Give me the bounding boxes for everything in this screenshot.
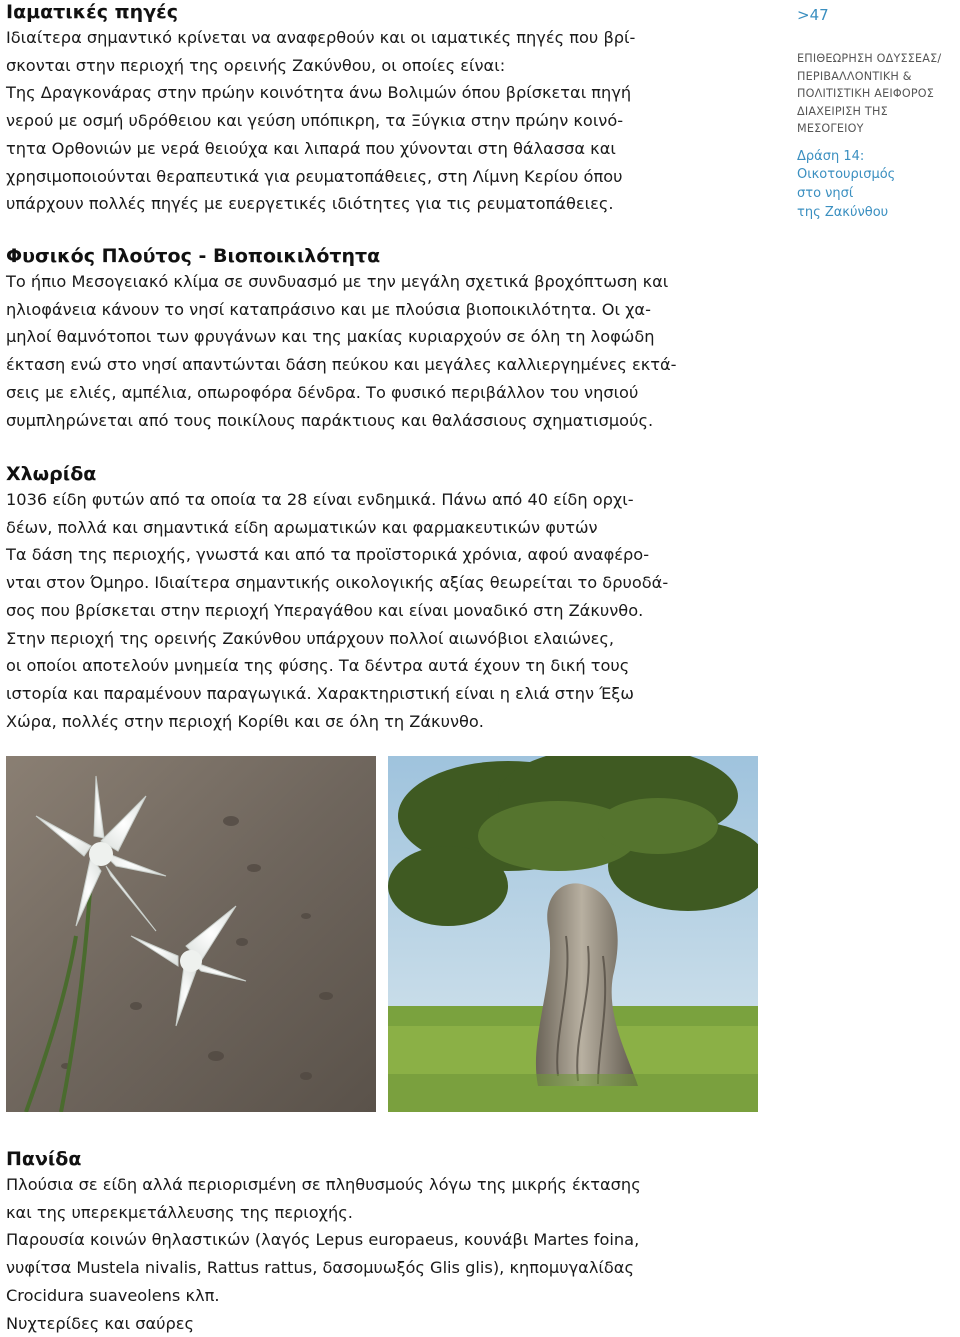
section-biodiversity: [6, 244, 764, 434]
action-line: της Ζακύνθου: [797, 204, 889, 220]
paragraph-line: μηλοί θαμνότοποι των φρυγάνων και της μακίας κυριαρχούν σε όλη τη λοφώδη: [6, 327, 655, 347]
paragraph-line: Το ήπιο Μεσογειακό κλίμα σε συνδυασμό με την μεγάλη σχετικά βροχόπτωση και: [6, 272, 669, 291]
paragraph-line: Παρουσία κοινών θηλαστικών (λαγός Lepus europaeus, κουνάβι Martes foina,: [6, 1230, 640, 1250]
paragraph-line: νερού με οσμή υδρόθειου και γεύση υπόπικρη, τα Ξύγκια στην πρώην κοινό-: [6, 111, 624, 131]
action-title: Δράση 14:: [797, 148, 865, 164]
paragraph-line: και της υπερεκμετάλλευσης της περιοχής.: [6, 1202, 353, 1222]
section-springs: [6, 0, 764, 218]
sidebar: [797, 6, 957, 223]
paragraph-line: δέων, πολλά και σημαντικά είδη αρωματικών και φαρμακευτικών φυτών: [6, 517, 598, 537]
paragraph-line: ιστορία και παραμένουν παραγωγικά. Χαρακτηριστική είναι η ελιά στην Έξω: [6, 683, 634, 703]
action-line: στο νησί: [797, 186, 854, 202]
photo-row: [6, 756, 758, 1112]
action-line: Οικοτουρισμός: [797, 167, 896, 183]
paragraph-line: νται στον Όμηρο. Ιδιαίτερα σημαντικής οικολογικής αξίας θεωρείται το δρυοδά-: [6, 573, 669, 593]
olive-tree-image: [388, 756, 758, 1112]
sea-daffodil-photo: [6, 756, 376, 1112]
paragraph-line: σεις με ελιές, αμπέλια, οπωροφόρα δένδρα. Το φυσικό περιβάλλον του νησιού: [6, 382, 639, 402]
paragraph-line: οι οποίοι αποτελούν μνημεία της φύσης. Τα δέντρα αυτά έχουν τη δική τους: [6, 656, 630, 676]
paragraph-line: Στην περιοχή της ορεινής Ζακύνθου υπάρχουν πολλοί αιωνόβιοι ελαιώνες,: [6, 628, 615, 648]
olive-tree-photo: [388, 756, 758, 1112]
paragraph-line: συμπληρώνεται από τους ποικίλους παράκτιους και θαλάσσιους σχηματισμούς.: [6, 410, 654, 430]
paragraph-line: Τα δάση της περιοχής, γνωστά και από τα προϊστορικά χρόνια, αφού αναφέρο-: [6, 545, 650, 565]
org-line: ΔΙΑΧΕΙΡΙΣΗ ΤΗΣ ΜΕΣΟΓΕΙΟΥ: [797, 104, 888, 135]
section-title: Χλωρίδα: [6, 463, 97, 485]
section-title: Ιαματικές πηγές: [6, 1, 178, 23]
paragraph-line: χρησιμοποιούνται θεραπευτικά για ρευματοπάθειες, στη Λίμνη Κερίου όπου: [6, 166, 623, 186]
paragraph-line: Χώρα, πολλές στην περιοχή Κορίθι και σε όλη τη Ζάκυνθο.: [6, 711, 484, 731]
paragraph-line: Πλούσια σε είδη αλλά περιορισμένη σε πληθυσμούς λόγω της μικρής έκτασης: [6, 1175, 641, 1194]
paragraph-line: υπάρχουν πολλές πηγές με ευεργετικές ιδιότητες για τις ρευματοπάθειες.: [6, 194, 614, 214]
section-title: Φυσικός Πλούτος - Βιοποικιλότητα: [6, 245, 381, 267]
paragraph-line: Crocidura suaveolens κλπ.: [6, 1285, 220, 1305]
org-line: ΠΕΡΙΒΑΛΛΟΝΤΙΚΗ &: [797, 69, 912, 83]
section-title: Πανίδα: [6, 1148, 82, 1170]
paragraph-line: Της Δραγκονάρας στην πρώην κοινότητα άνω Βολιμών όπου βρίσκεται πηγή: [6, 83, 632, 103]
section-fauna: [6, 1147, 764, 1337]
paragraph-line: 1036 είδη φυτών από τα οποία τα 28 είναι ενδημικά. Πάνω από 40 είδη ορχι-: [6, 490, 634, 509]
org-line: ΠΟΛΙΤΙΣΤΙΚΗ ΑΕΙΦΟΡΟΣ: [797, 87, 935, 100]
paragraph-line: Νυχτερίδες και σαύρες: [6, 1313, 195, 1333]
paragraph-line: σος που βρίσκεται στην περιοχή Υπεραγάθου και είναι μοναδικό στη Ζάκυνθο.: [6, 600, 644, 620]
paragraph-line: ηλιοφάνεια κάνουν το νησί καταπράσινο και με πλούσια βιοποικιλότητα. Οι χα-: [6, 299, 651, 319]
paragraph-line: έκταση ενώ στο νησί απαντώνται δάση πεύκου και μεγάλες καλλιεργημένες εκτά-: [6, 355, 677, 375]
paragraph-line: νυφίτσα Mustela nivalis, Rattus rattus, δασομυωξός Glis glis), κηπομυγαλίδας: [6, 1258, 634, 1278]
paragraph-line: τητα Ορθονιών με νερά θειούχα και λιπαρά που χύνονται στη θάλασσα και: [6, 138, 616, 158]
paragraph-line: Ιδιαίτερα σημαντικό κρίνεται να αναφερθούν και οι ιαματικές πηγές που βρί-: [6, 28, 636, 47]
section-flora: [6, 462, 764, 735]
paragraph-line: σκονται στην περιοχή της ορεινής Ζακύνθου, οι οποίες είναι:: [6, 55, 506, 75]
page-number: >47: [797, 6, 829, 24]
org-line: ΕΠΙΘΕΩΡΗΣΗ ΟΔΥΣΣΕΑΣ/: [797, 52, 942, 65]
sea-daffodil-image: [6, 756, 376, 1112]
